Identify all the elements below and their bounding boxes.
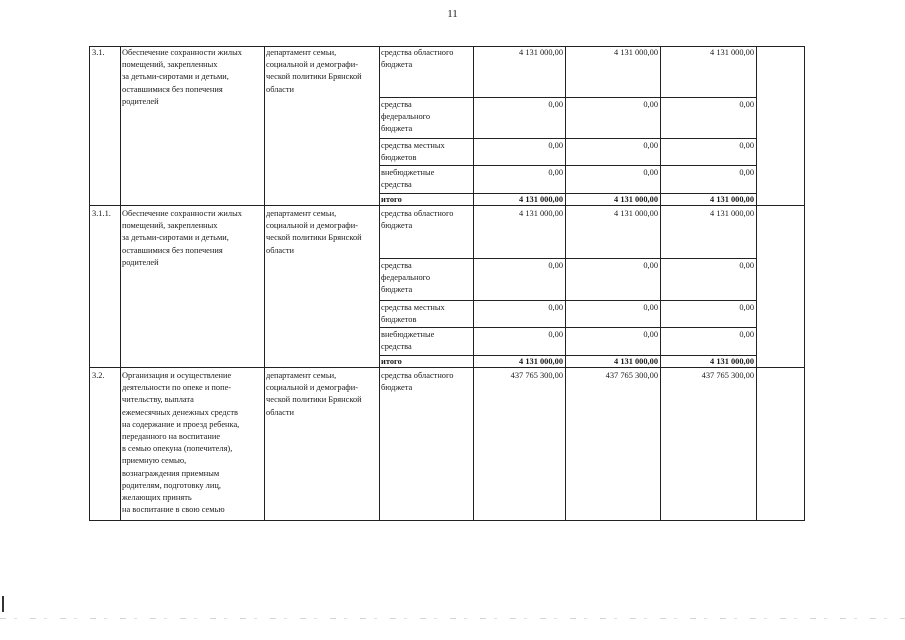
amount-cell: 0,00 <box>548 303 563 312</box>
amount-cell: 4 131 000,00 <box>614 209 658 218</box>
amount-cell: 0,00 <box>643 100 658 109</box>
amount-cell: 0,00 <box>643 330 658 339</box>
amount-cell: 437 765 300,00 <box>605 371 658 380</box>
funding-source-label: средства областного бюджета <box>381 48 454 70</box>
amount-cell: 4 131 000,00 <box>710 48 754 57</box>
col-divider <box>660 46 661 521</box>
row-divider <box>379 300 757 301</box>
row-number: 3.1.1. <box>92 209 111 218</box>
row-number: 3.1. <box>92 48 105 57</box>
amount-cell: 0,00 <box>643 303 658 312</box>
scan-artifact-line <box>0 618 905 619</box>
amount-cell: 4 131 000,00 <box>614 48 658 57</box>
measure-name: Обеспечение сохранности жилых помещений, закрепленных за детьми-сиротами и детьми, оставшимися без попечения родителей <box>122 209 242 267</box>
amount-cell: 0,00 <box>548 168 563 177</box>
funding-source-label: средства федерального бюджета <box>381 100 431 134</box>
measure-name: Обеспечение сохранности жилых помещений, закрепленных за детьми-сиротами и детьми, оставшимися без попечения родителей <box>122 48 242 106</box>
page-number: 11 <box>447 8 458 20</box>
total-amount: 4 131 000,00 <box>710 357 754 366</box>
table-border-left <box>89 46 90 521</box>
amount-cell: 437 765 300,00 <box>701 371 754 380</box>
measure-name: Организация и осуществление деятельности по опеке и попе- чительству, выплата ежемесячных денежных средств на содержание и проезд ребенка, переданного на воспитание в семью опекуна (попечителя), приемную семью, вознаграждения приемным родителям, подготовку лиц, желающих принять на воспитание в свою семью <box>122 371 240 515</box>
total-amount: 4 131 000,00 <box>710 195 754 204</box>
col-divider <box>120 46 121 521</box>
amount-cell: 437 765 300,00 <box>510 371 563 380</box>
amount-cell: 0,00 <box>643 168 658 177</box>
scan-margin-mark <box>2 596 4 612</box>
col-divider <box>473 46 474 521</box>
col-divider <box>565 46 566 521</box>
amount-cell: 4 131 000,00 <box>519 48 563 57</box>
amount-cell: 4 131 000,00 <box>710 209 754 218</box>
amount-cell: 0,00 <box>548 261 563 270</box>
row-divider <box>379 258 757 259</box>
funding-source-label: внебюджетные средства <box>381 330 435 352</box>
funding-source-label: средства местных бюджетов <box>381 303 445 325</box>
executor: департамент семьи, социальной и демографи- ческой политики Брянской области <box>266 48 362 94</box>
amount-cell: 0,00 <box>739 168 754 177</box>
col-divider <box>264 46 265 521</box>
total-amount: 4 131 000,00 <box>519 195 563 204</box>
col-divider <box>379 46 380 521</box>
amount-cell: 0,00 <box>643 261 658 270</box>
total-amount: 4 131 000,00 <box>614 195 658 204</box>
amount-cell: 0,00 <box>739 261 754 270</box>
amount-cell: 0,00 <box>739 330 754 339</box>
row-divider <box>379 165 757 166</box>
funding-source-label: средства федерального бюджета <box>381 261 431 295</box>
row-divider <box>379 138 757 139</box>
row-divider <box>379 327 757 328</box>
executor: департамент семьи, социальной и демографи- ческой политики Брянской области <box>266 371 362 417</box>
executor: департамент семьи, социальной и демографи- ческой политики Брянской области <box>266 209 362 255</box>
row-number: 3.2. <box>92 371 105 380</box>
total-amount: 4 131 000,00 <box>519 357 563 366</box>
funding-source-label: внебюджетные средства <box>381 168 435 190</box>
col-divider <box>756 46 757 521</box>
table-border-right <box>804 46 805 521</box>
row-divider <box>379 97 757 98</box>
total-label: итого <box>381 195 402 204</box>
total-label: итого <box>381 357 402 366</box>
table-border-bottom <box>89 520 805 521</box>
amount-cell: 0,00 <box>548 141 563 150</box>
amount-cell: 0,00 <box>739 100 754 109</box>
amount-cell: 0,00 <box>548 330 563 339</box>
funding-source-label: средства местных бюджетов <box>381 141 445 163</box>
funding-source-label: средства областного бюджета <box>381 209 454 231</box>
total-amount: 4 131 000,00 <box>614 357 658 366</box>
amount-cell: 4 131 000,00 <box>519 209 563 218</box>
funding-source-label: средства областного бюджета <box>381 371 454 393</box>
amount-cell: 0,00 <box>739 303 754 312</box>
amount-cell: 0,00 <box>739 141 754 150</box>
amount-cell: 0,00 <box>548 100 563 109</box>
amount-cell: 0,00 <box>643 141 658 150</box>
